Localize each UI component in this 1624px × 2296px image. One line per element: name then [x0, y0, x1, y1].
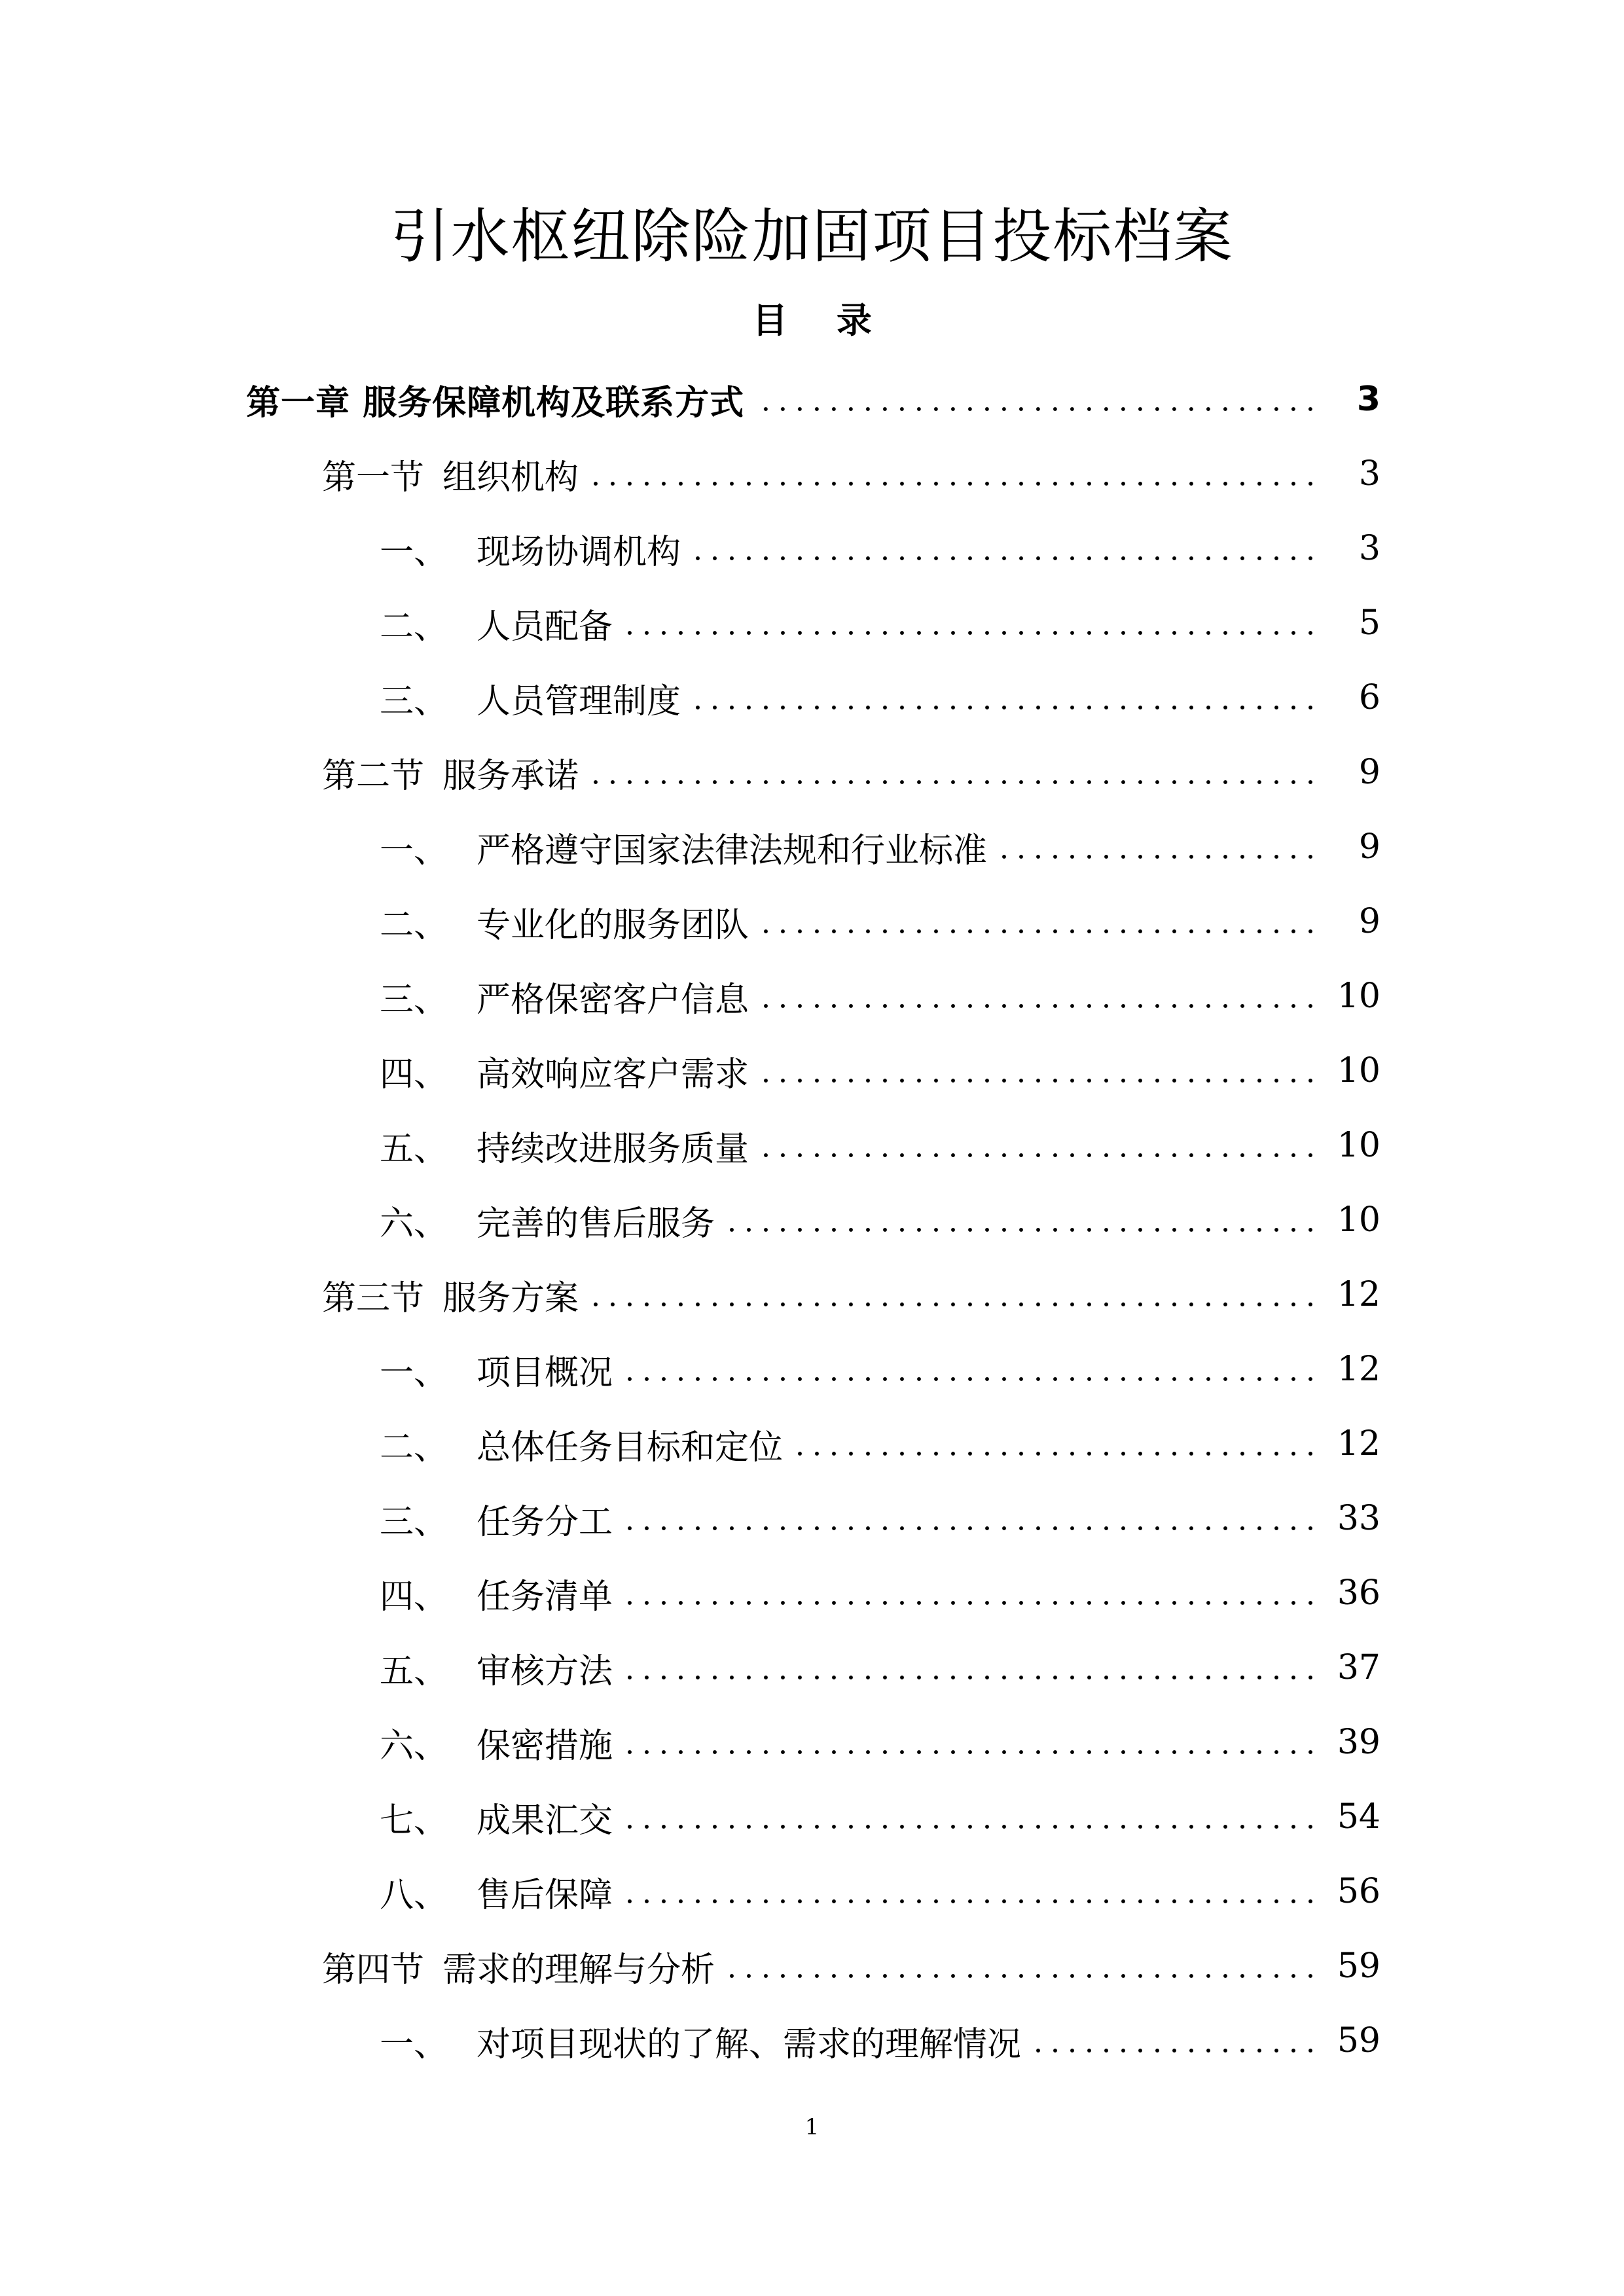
toc-leader-dots — [588, 780, 1319, 785]
toc-entry-text: 高效响应客户需求 — [477, 1054, 749, 1094]
toc-entry-text: 对项目现状的了解、需求的理解情况 — [477, 2024, 1022, 2064]
toc-entry-item[interactable] — [0, 884, 1624, 959]
toc-entry-page: 6 — [1358, 678, 1380, 717]
toc-entry-text: 售后保障 — [477, 1875, 613, 1915]
toc-leader-dots — [622, 1526, 1319, 1531]
toc-entry-number: 六、 — [380, 1726, 448, 1766]
toc-entry-text: 人员配备 — [477, 607, 613, 647]
toc-entry-text: 现场协调机构 — [477, 532, 681, 572]
toc-entry-number: 三、 — [380, 681, 448, 721]
toc-entry-text: 完善的售后服务 — [477, 1204, 715, 1244]
toc-entry-section[interactable] — [0, 437, 1624, 511]
toc-entry-item[interactable] — [0, 1630, 1624, 1705]
toc-entry-number: 一、 — [380, 831, 448, 870]
toc-entry-text: 持续改进服务质量 — [477, 1129, 749, 1169]
toc-entry-item[interactable] — [0, 1780, 1624, 1854]
toc-entry-item[interactable] — [0, 660, 1624, 735]
toc-leader-dots — [622, 1899, 1319, 1904]
toc-entry-item[interactable] — [0, 810, 1624, 884]
toc-entry-item[interactable] — [0, 1705, 1624, 1780]
toc-leader-dots — [758, 1078, 1319, 1083]
document-title: 引水枢纽除险加固项目投标档案 — [390, 202, 1234, 271]
toc-entry-label — [246, 375, 744, 424]
toc-entry-text: 服务保障机构及联系方式 — [363, 383, 745, 423]
toc-entry-item[interactable] — [0, 1556, 1624, 1630]
toc-heading: 目 录 — [752, 300, 890, 341]
toc-entry-page: 12 — [1337, 1350, 1380, 1389]
toc-entry-page: 12 — [1337, 1275, 1380, 1314]
toc-leader-dots — [996, 854, 1319, 859]
toc-entry-item[interactable] — [0, 1854, 1624, 1929]
toc-leader-dots — [622, 1749, 1319, 1755]
toc-entry-number: 第三节 — [322, 1278, 425, 1318]
toc-leader-dots — [622, 1376, 1319, 1382]
toc-entry-label — [322, 1942, 715, 1991]
toc-entry-item[interactable] — [0, 1332, 1624, 1407]
toc-entry-page: 3 — [1356, 380, 1380, 419]
toc-entry-item[interactable] — [0, 1183, 1624, 1257]
toc-entry-text: 专业化的服务团队 — [477, 905, 749, 945]
toc-entry-number: 第四节 — [322, 1950, 425, 1990]
toc-entry-text: 任务清单 — [477, 1577, 613, 1617]
toc-entry-text: 项目概况 — [477, 1353, 613, 1393]
toc-entry-page: 36 — [1337, 1573, 1380, 1613]
toc-entry-section[interactable] — [0, 1257, 1624, 1332]
page-number: 1 — [804, 2114, 820, 2140]
toc-entry-number: 一、 — [380, 2024, 448, 2064]
toc-leader-dots — [622, 1824, 1319, 1829]
toc-entry-page: 3 — [1358, 529, 1380, 568]
toc-entry-item[interactable] — [0, 1481, 1624, 1556]
toc-entry-number: 七、 — [380, 1801, 448, 1840]
toc-entry-item[interactable] — [0, 1033, 1624, 1108]
toc-entry-number: 一、 — [380, 1353, 448, 1393]
toc-entry-number: 二、 — [380, 905, 448, 945]
toc-entry-number: 二、 — [380, 1427, 448, 1467]
toc-entry-item[interactable] — [0, 511, 1624, 586]
toc-entry-page: 5 — [1358, 603, 1380, 643]
toc-entry-page: 39 — [1337, 1723, 1380, 1762]
toc-entry-page: 10 — [1337, 1126, 1380, 1165]
toc-entry-page: 3 — [1358, 454, 1380, 493]
toc-entry-page: 54 — [1337, 1797, 1380, 1837]
toc-entry-item[interactable] — [0, 586, 1624, 660]
toc-entry-text: 人员管理制度 — [477, 681, 681, 721]
toc-leader-dots — [758, 929, 1319, 934]
toc-entry-number: 第二节 — [322, 756, 425, 796]
toc-entry-number: 第一章 — [246, 383, 351, 423]
toc-entry-text: 服务承诺 — [442, 756, 579, 796]
toc-entry-number: 二、 — [380, 607, 448, 647]
toc-leader-dots — [753, 406, 1319, 412]
toc-entry-page: 37 — [1337, 1648, 1380, 1687]
toc-leader-dots — [792, 1451, 1319, 1456]
toc-entry-text: 任务分工 — [477, 1502, 613, 1542]
toc-entry-label — [322, 450, 579, 499]
toc-leader-dots — [758, 1003, 1319, 1009]
toc-entry-number: 三、 — [380, 980, 448, 1020]
toc-entry-page: 59 — [1337, 1946, 1380, 1986]
toc-entry-page: 10 — [1337, 1200, 1380, 1240]
toc-entry-number: 五、 — [380, 1129, 448, 1169]
toc-entry-text: 组织机构 — [442, 457, 579, 497]
toc-entry-page: 59 — [1337, 2021, 1380, 2060]
toc-entry-page: 9 — [1358, 902, 1380, 941]
toc-leader-dots — [622, 630, 1319, 636]
toc-leader-dots — [724, 1227, 1319, 1232]
toc-entry-section[interactable] — [0, 1929, 1624, 2003]
toc-entry-number: 四、 — [380, 1054, 448, 1094]
toc-entry-item[interactable] — [0, 2003, 1624, 2078]
toc-entry-item[interactable] — [0, 1108, 1624, 1183]
toc-entry-text: 需求的理解与分析 — [442, 1950, 715, 1990]
toc-entry-item[interactable] — [0, 959, 1624, 1033]
toc-entry-number: 六、 — [380, 1204, 448, 1244]
toc-entry-number: 八、 — [380, 1875, 448, 1915]
toc-entry-text: 成果汇交 — [477, 1801, 613, 1840]
toc-leader-dots — [622, 1675, 1319, 1680]
toc-entry-text: 总体任务目标和定位 — [477, 1427, 784, 1467]
toc-entry-item[interactable] — [0, 1407, 1624, 1481]
toc-leader-dots — [724, 1973, 1319, 1979]
toc-entry-page: 10 — [1337, 977, 1380, 1016]
toc-entry-number: 四、 — [380, 1577, 448, 1617]
toc-entry-text: 保密措施 — [477, 1726, 613, 1766]
toc-entry-chapter[interactable] — [0, 362, 1624, 437]
toc-entry-text: 服务方案 — [442, 1278, 579, 1318]
toc-leader-dots — [588, 1302, 1319, 1307]
toc-entry-number: 一、 — [380, 532, 448, 572]
toc-entry-number: 五、 — [380, 1651, 448, 1691]
toc-entry-page: 9 — [1358, 827, 1380, 867]
table-of-contents — [0, 362, 1624, 2078]
toc-entry-number: 第一节 — [322, 457, 425, 497]
toc-entry-page: 33 — [1337, 1499, 1380, 1538]
toc-entry-number: 三、 — [380, 1502, 448, 1542]
toc-leader-dots — [622, 1600, 1319, 1605]
toc-entry-label — [322, 748, 579, 797]
toc-entry-section[interactable] — [0, 735, 1624, 810]
toc-entry-page: 56 — [1337, 1872, 1380, 1911]
toc-leader-dots — [1030, 2048, 1319, 2053]
toc-entry-page: 12 — [1337, 1424, 1380, 1463]
toc-entry-page: 9 — [1358, 753, 1380, 792]
toc-entry-text: 严格保密客户信息 — [477, 980, 749, 1020]
toc-leader-dots — [588, 481, 1319, 486]
toc-entry-label — [322, 1270, 579, 1319]
toc-entry-page: 10 — [1337, 1051, 1380, 1090]
toc-entry-text: 严格遵守国家法律法规和行业标准 — [477, 831, 988, 870]
toc-leader-dots — [690, 556, 1319, 561]
toc-leader-dots — [758, 1153, 1319, 1158]
toc-leader-dots — [690, 705, 1319, 710]
toc-entry-text: 审核方法 — [477, 1651, 613, 1691]
